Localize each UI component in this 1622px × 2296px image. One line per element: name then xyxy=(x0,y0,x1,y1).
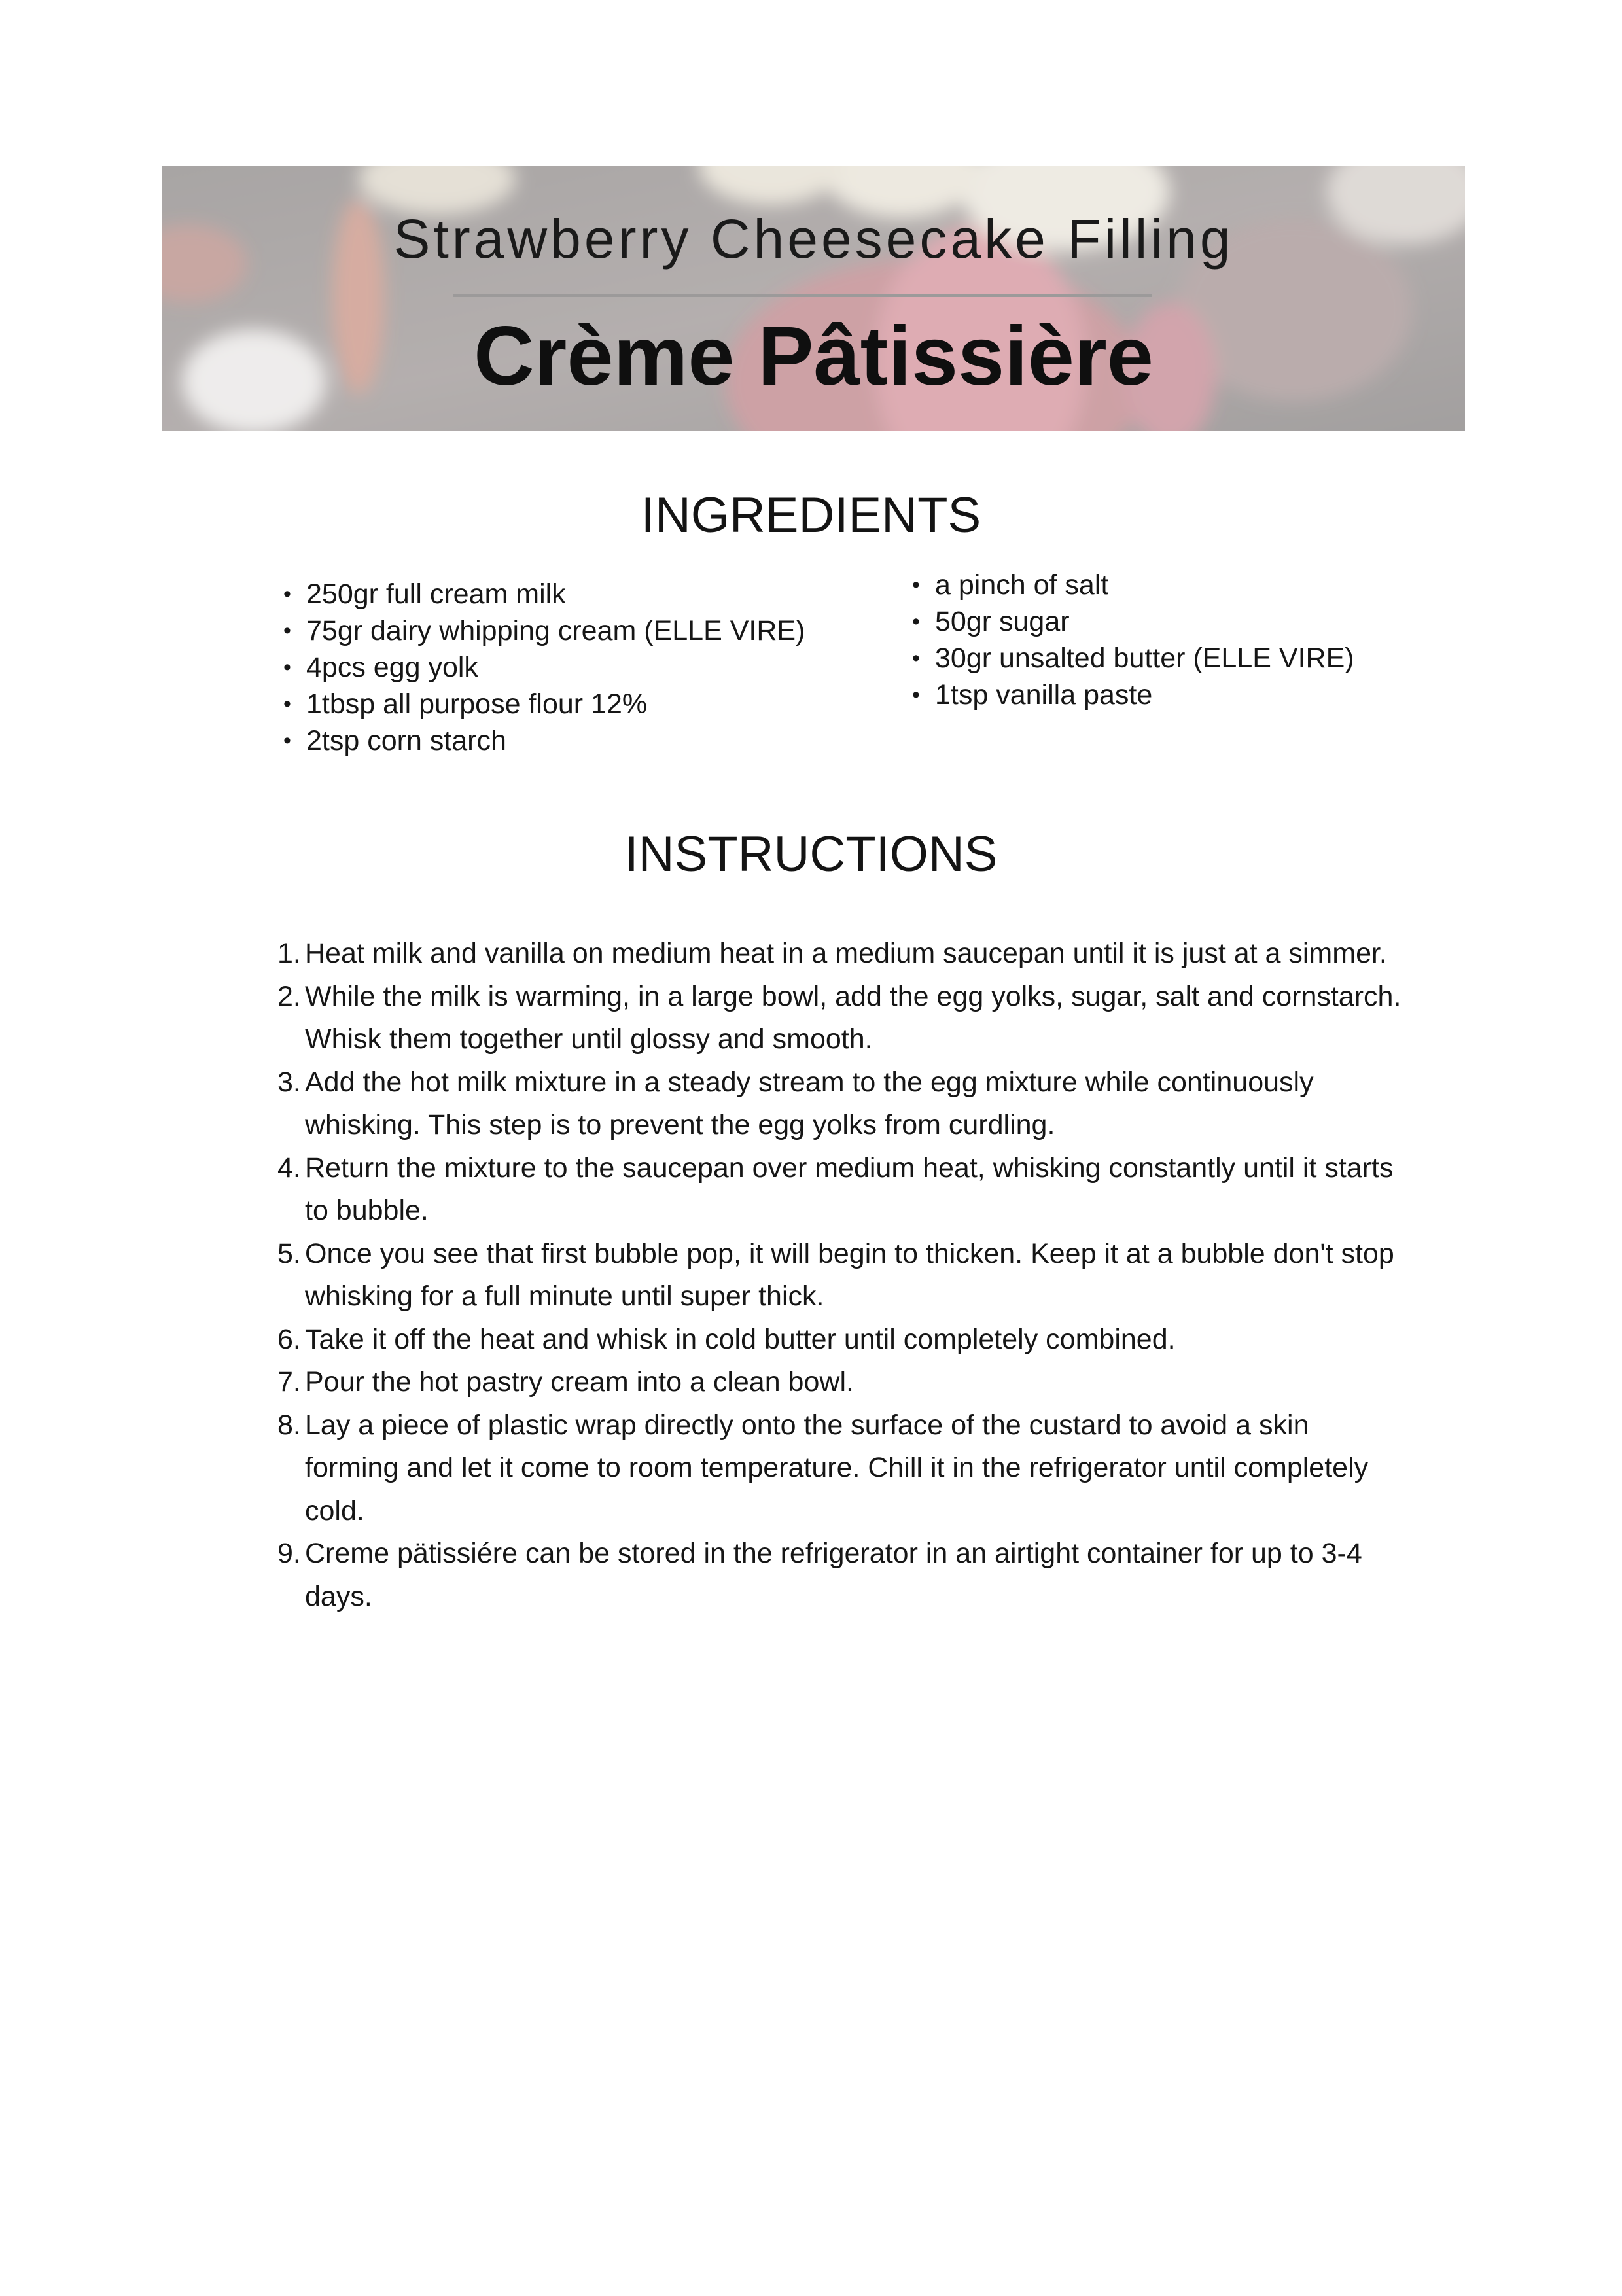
bullet-icon: • xyxy=(283,655,291,680)
step-number: 9. xyxy=(277,1538,301,1569)
step-text: Lay a piece of plastic wrap directly onto the surface of the custard to avoid a skin forming and let it come to room temperature. Chill it in the refrigerator until completely cold. xyxy=(305,1409,1369,1527)
header-banner xyxy=(162,166,1465,431)
bullet-icon: • xyxy=(912,609,920,634)
ingredient-item xyxy=(906,640,1443,677)
ingredient-text: 1tsp vanilla paste xyxy=(935,679,1153,711)
instruction-step xyxy=(277,1233,1403,1318)
bullet-icon: • xyxy=(912,682,920,707)
step-number: 8. xyxy=(277,1409,301,1441)
ingredient-item xyxy=(277,576,866,612)
bullet-icon: • xyxy=(912,573,920,597)
bullet-icon: • xyxy=(283,582,291,607)
ingredient-item xyxy=(277,649,866,686)
ingredient-item xyxy=(277,686,866,722)
ingredient-text: 1tbsp all purpose flour 12% xyxy=(306,688,648,720)
bullet-icon: • xyxy=(283,728,291,753)
title-divider xyxy=(453,294,1152,297)
ingredient-item xyxy=(277,612,866,649)
step-number: 5. xyxy=(277,1237,301,1269)
instruction-step xyxy=(277,1061,1403,1147)
instruction-step xyxy=(277,1147,1403,1233)
step-text: While the milk is warming, in a large bowl, add the egg yolks, sugar, salt and cornstarch. Whisk them together until glossy and smooth. xyxy=(305,980,1402,1055)
step-text: Heat milk and vanilla on medium heat in a medium saucepan until it is just at a simmer. xyxy=(305,938,1387,969)
step-text: Add the hot milk mixture in a steady stream to the egg mixture while continuously whisking. This step is to prevent the egg yolks from curdling. xyxy=(305,1066,1314,1140)
step-text: Pour the hot pastry cream into a clean bowl. xyxy=(305,1366,854,1398)
instruction-step xyxy=(277,1404,1403,1533)
ingredients-list-right xyxy=(906,567,1443,713)
ingredient-text: a pinch of salt xyxy=(935,569,1109,601)
instruction-step xyxy=(277,1532,1403,1618)
ingredient-item xyxy=(906,677,1443,713)
ingredient-text: 75gr dairy whipping cream (ELLE VIRE) xyxy=(306,615,805,646)
instruction-step xyxy=(277,976,1403,1061)
step-text: Take it off the heat and whisk in cold butter until completely combined. xyxy=(305,1323,1176,1355)
step-text: Return the mixture to the saucepan over medium heat, whisking constantly until it starts to bubble. xyxy=(305,1152,1394,1226)
ingredients-heading: INGREDIENTS xyxy=(641,487,981,543)
step-text: Once you see that first bubble pop, it will begin to thicken. Keep it at a bubble don't stop whisking for a full minute until super thick. xyxy=(305,1237,1394,1312)
step-number: 6. xyxy=(277,1323,301,1355)
ingredients-list-left xyxy=(277,576,866,759)
bullet-icon: • xyxy=(283,692,291,716)
ingredient-item xyxy=(277,722,866,759)
step-number: 7. xyxy=(277,1366,301,1398)
ingredient-text: 2tsp corn starch xyxy=(306,725,506,756)
ingredient-text: 30gr unsalted butter (ELLE VIRE) xyxy=(935,643,1354,674)
ingredient-text: 50gr sugar xyxy=(935,606,1070,637)
step-number: 1. xyxy=(277,938,301,969)
ingredient-text: 4pcs egg yolk xyxy=(306,652,478,683)
ingredient-item xyxy=(906,567,1443,603)
instruction-step xyxy=(277,1361,1403,1404)
instructions-heading: INSTRUCTIONS xyxy=(624,826,998,882)
instruction-step xyxy=(277,932,1403,976)
bullet-icon: • xyxy=(283,618,291,643)
bullet-icon: • xyxy=(912,646,920,671)
recipe-subtitle: Strawberry Cheesecake Filling xyxy=(393,208,1234,270)
instruction-step xyxy=(277,1318,1403,1362)
step-number: 2. xyxy=(277,980,301,1012)
recipe-title: Crème Pâtissière xyxy=(474,309,1154,403)
step-number: 4. xyxy=(277,1152,301,1184)
step-text: Creme pätissiére can be stored in the refrigerator in an airtight container for up to 3-4 days. xyxy=(305,1538,1362,1612)
ingredient-text: 250gr full cream milk xyxy=(306,578,566,610)
step-number: 3. xyxy=(277,1066,301,1098)
ingredient-item xyxy=(906,603,1443,640)
instructions-list xyxy=(277,932,1403,1618)
